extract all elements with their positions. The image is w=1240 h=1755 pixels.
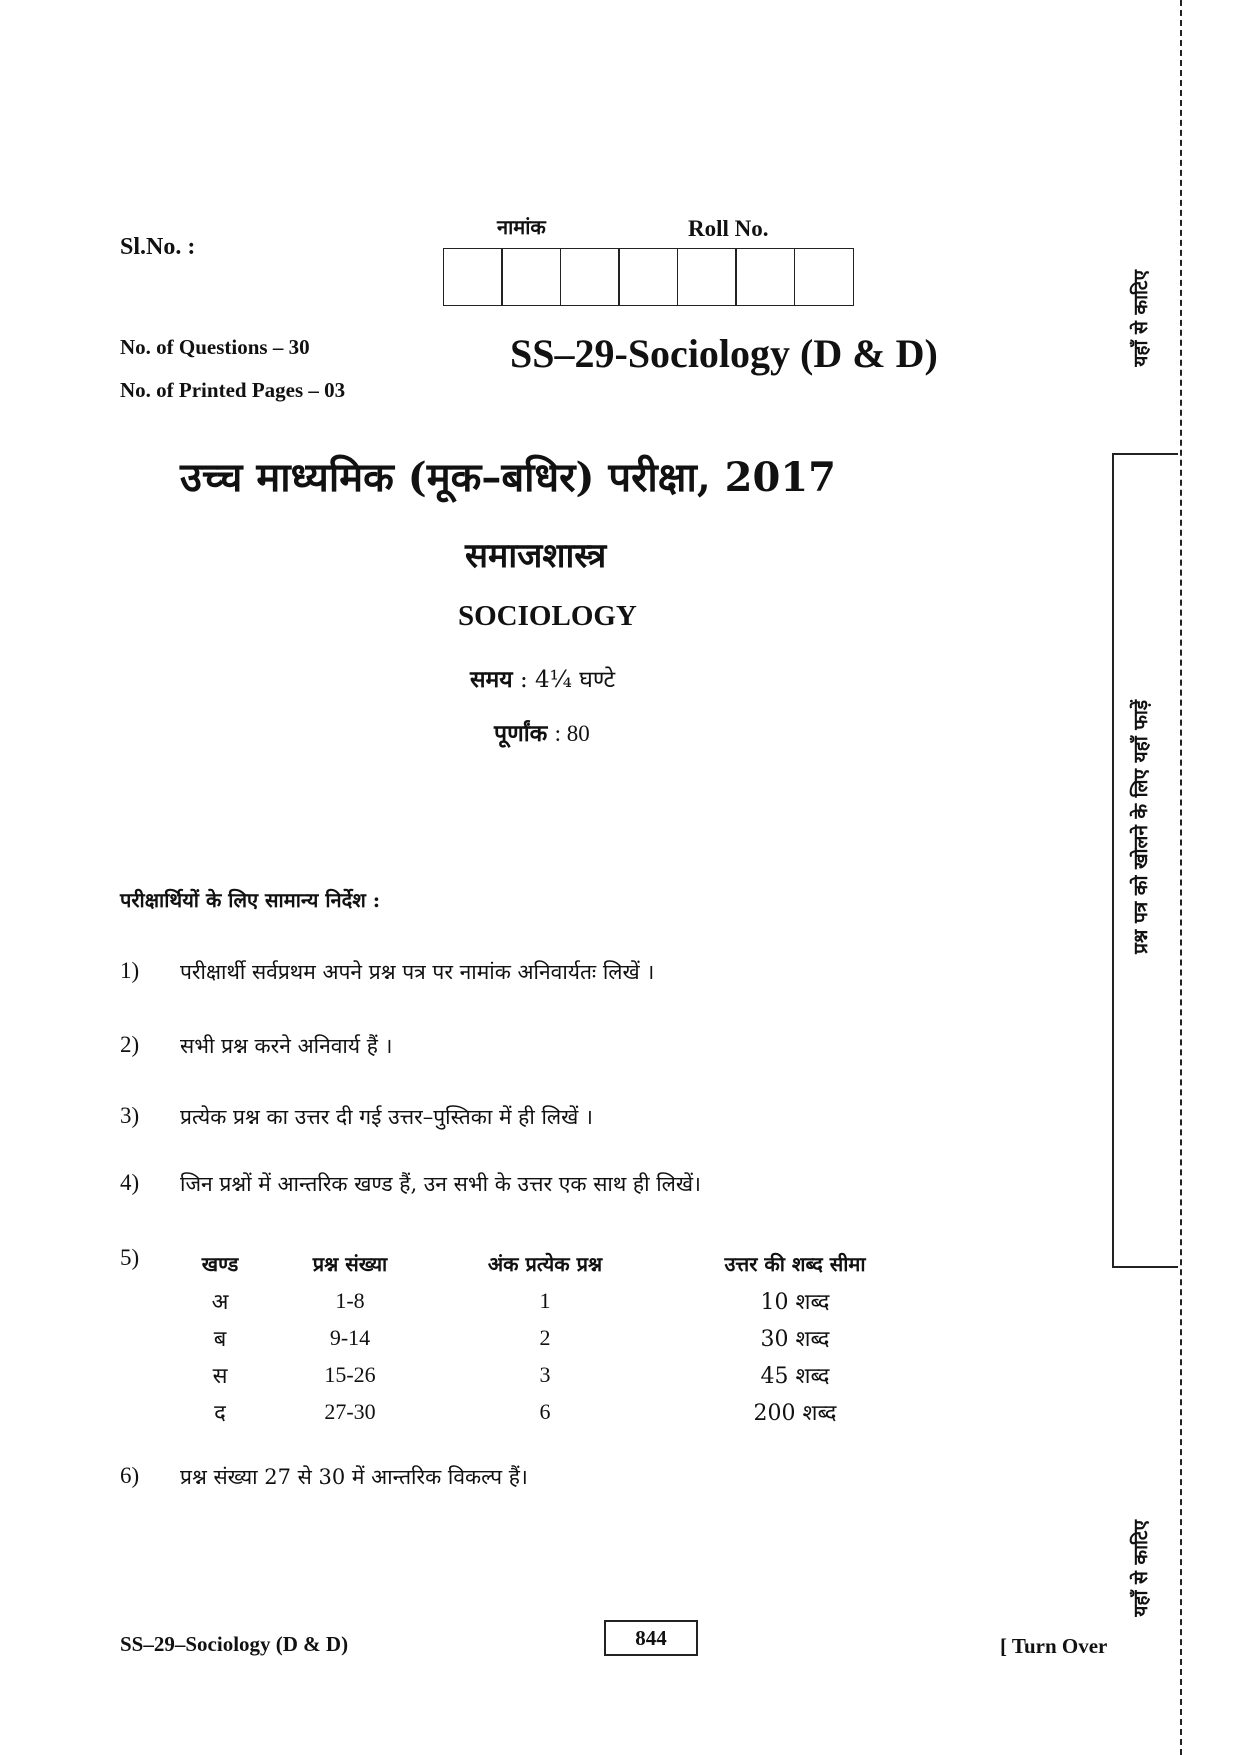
roll-number-cell[interactable] [443, 248, 503, 306]
roll-label-hindi: नामांक [497, 215, 546, 239]
page-number-box: 844 [604, 1620, 698, 1656]
roll-number-cell[interactable] [501, 248, 561, 306]
questions-count: No. of Questions – 30 [120, 335, 310, 359]
cut-here-bottom: यहाँ से काटिए [1130, 1520, 1152, 1617]
instruction-item-4: 4) जिन प्रश्नों में आन्तरिक खण्ड हैं, उन सभी के उत्तर एक साथ ही लिखें। [120, 1170, 702, 1196]
roll-label-english: Roll No. [688, 216, 769, 241]
roll-number-cell[interactable] [677, 248, 737, 306]
roll-number-cell[interactable] [560, 248, 620, 306]
table-header: प्रश्न संख्या [312, 1252, 388, 1276]
instruction-item-1: 1) परीक्षार्थी सर्वप्रथम अपने प्रश्न पत्र पर नामांक अनिवार्यतः लिखें । [120, 958, 655, 984]
table-header: अंक प्रत्येक प्रश्न [487, 1252, 603, 1276]
turn-over-label: [ Turn Over [1000, 1634, 1108, 1658]
time-value: : 4¼ घण्टे [519, 667, 616, 693]
instruction-item-2: 2) सभी प्रश्न करने अनिवार्य हैं । [120, 1032, 393, 1058]
cut-line [1180, 0, 1182, 1755]
table-row: ब 9-14 2 30 शब्द [213, 1324, 830, 1352]
printed-pages: No. of Printed Pages – 03 [120, 378, 346, 402]
serial-number-label: Sl.No. : [120, 234, 196, 260]
paper-code: SS–29-Sociology (D & D) [510, 331, 938, 376]
roll-number-boxes[interactable] [444, 248, 854, 306]
roll-number-cell[interactable] [735, 248, 795, 306]
table-row: अ 1-8 1 10 शब्द [211, 1287, 830, 1315]
instruction-item-5-number: 5) [120, 1245, 140, 1270]
footer-paper-code: SS–29–Sociology (D & D) [120, 1632, 349, 1656]
time-label: समय [470, 666, 513, 693]
cut-here-top: यहाँ से काटिए [1130, 270, 1152, 367]
sections-table [120, 1245, 940, 1430]
table-row: स 15-26 3 45 शब्द [212, 1361, 830, 1389]
table-row: द 27-30 6 200 शब्द [214, 1398, 837, 1426]
time-line [470, 662, 615, 694]
instructions-heading: परीक्षार्थियों के लिए सामान्य निर्देश : [120, 888, 381, 912]
instruction-item-3: 3) प्रत्येक प्रश्न का उत्तर दी गई उत्तर–पुस्तिका में ही लिखें । [120, 1103, 593, 1129]
table-header: उत्तर की शब्द सीमा [724, 1252, 866, 1276]
instruction-item-6: 6) प्रश्न संख्या 27 से 30 में आन्तरिक विकल्प हैं। [120, 1463, 528, 1489]
subject-english: SOCIOLOGY [458, 600, 637, 632]
table-header: खण्ड [201, 1252, 239, 1276]
marks-line [494, 716, 590, 748]
tear-here-label: प्रश्न पत्र को खोलने के लिए यहाँ फाड़ें [1130, 700, 1152, 954]
roll-number-cell[interactable] [618, 248, 678, 306]
subject-hindi: समाजशास्त्र [465, 536, 607, 576]
exam-title: उच्च माध्यमिक (मूक–बधिर) परीक्षा, 2017 [180, 454, 837, 501]
marks-value: : 80 [554, 721, 590, 746]
marks-label: पूर्णांक [494, 720, 548, 747]
roll-number-cell[interactable] [794, 248, 854, 306]
